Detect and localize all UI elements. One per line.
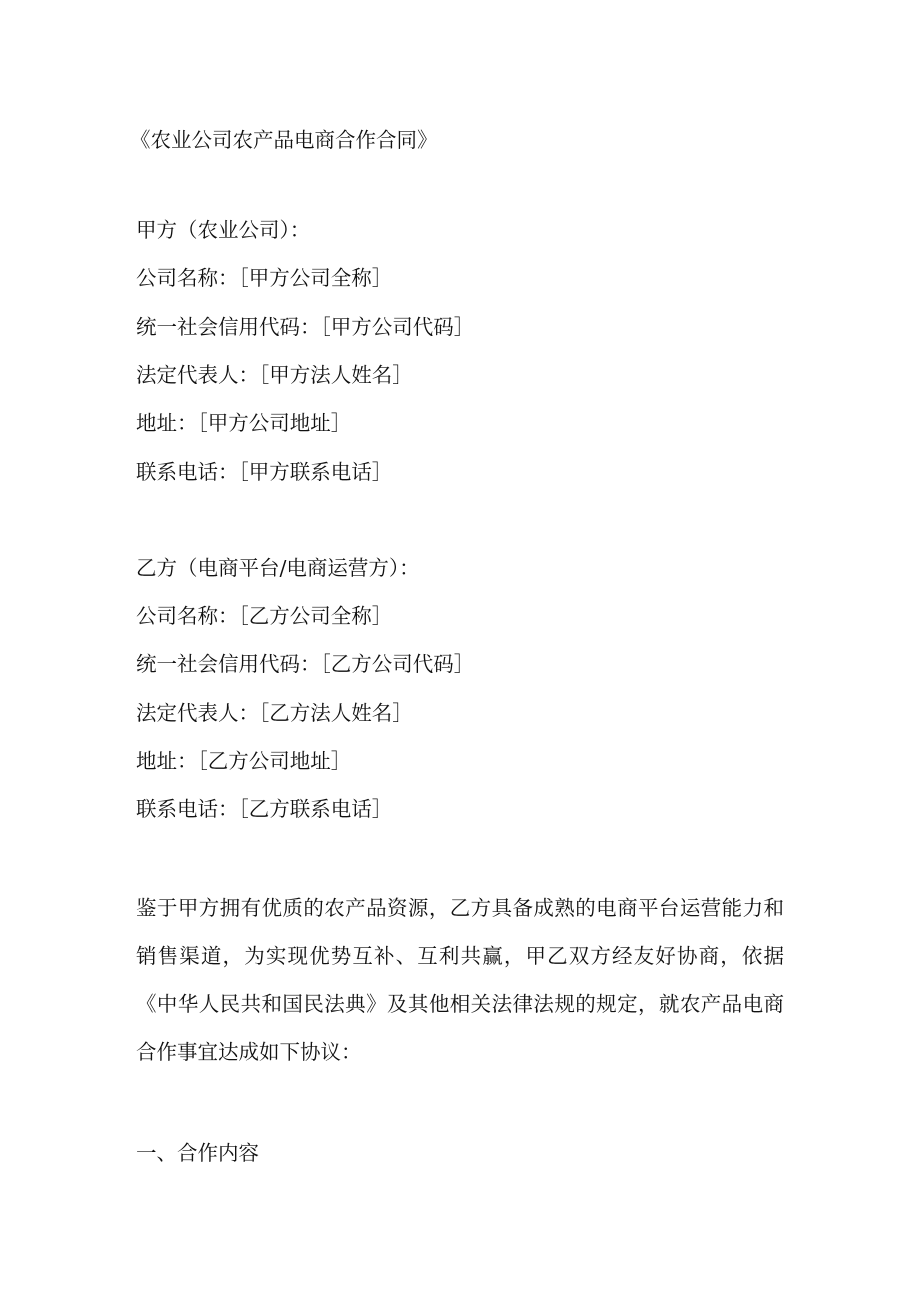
- party-b-credit-code: 统一社会信用代码：［乙方公司代码］: [136, 652, 475, 676]
- party-a-phone: 联系电话：［甲方联系电话］: [136, 460, 393, 484]
- party-a-heading: 甲方（农业公司）：: [136, 218, 311, 242]
- section-heading-cooperation-content: 一、合作内容: [136, 1141, 259, 1165]
- party-b-legal-representative: 法定代表人：［乙方法人姓名］: [136, 701, 413, 725]
- party-b-heading: 乙方（电商平台/电商运营方）：: [136, 556, 420, 580]
- party-a-legal-representative: 法定代表人：［甲方法人姓名］: [136, 363, 413, 387]
- party-b-company-name: 公司名称：［乙方公司全称］: [136, 604, 393, 628]
- party-a-credit-code: 统一社会信用代码：［甲方公司代码］: [136, 315, 475, 339]
- document-title: 《农业公司农产品电商合作合同》: [130, 128, 438, 152]
- party-b-address: 地址：［乙方公司地址］: [136, 749, 352, 773]
- party-b-phone: 联系电话：［乙方联系电话］: [136, 797, 393, 821]
- preamble-paragraph: 鉴于甲方拥有优质的农产品资源，乙方具备成熟的电商平台运营能力和销售渠道，为实现优势互补、互利共赢，甲乙双方经友好协商，依据《中华人民共和国民法典》及其他相关法律法规的规定，就农产品电商合作事宜达成如下协议：: [136, 896, 784, 1064]
- party-a-company-name: 公司名称：［甲方公司全称］: [136, 266, 393, 290]
- party-a-address: 地址：［甲方公司地址］: [136, 411, 352, 435]
